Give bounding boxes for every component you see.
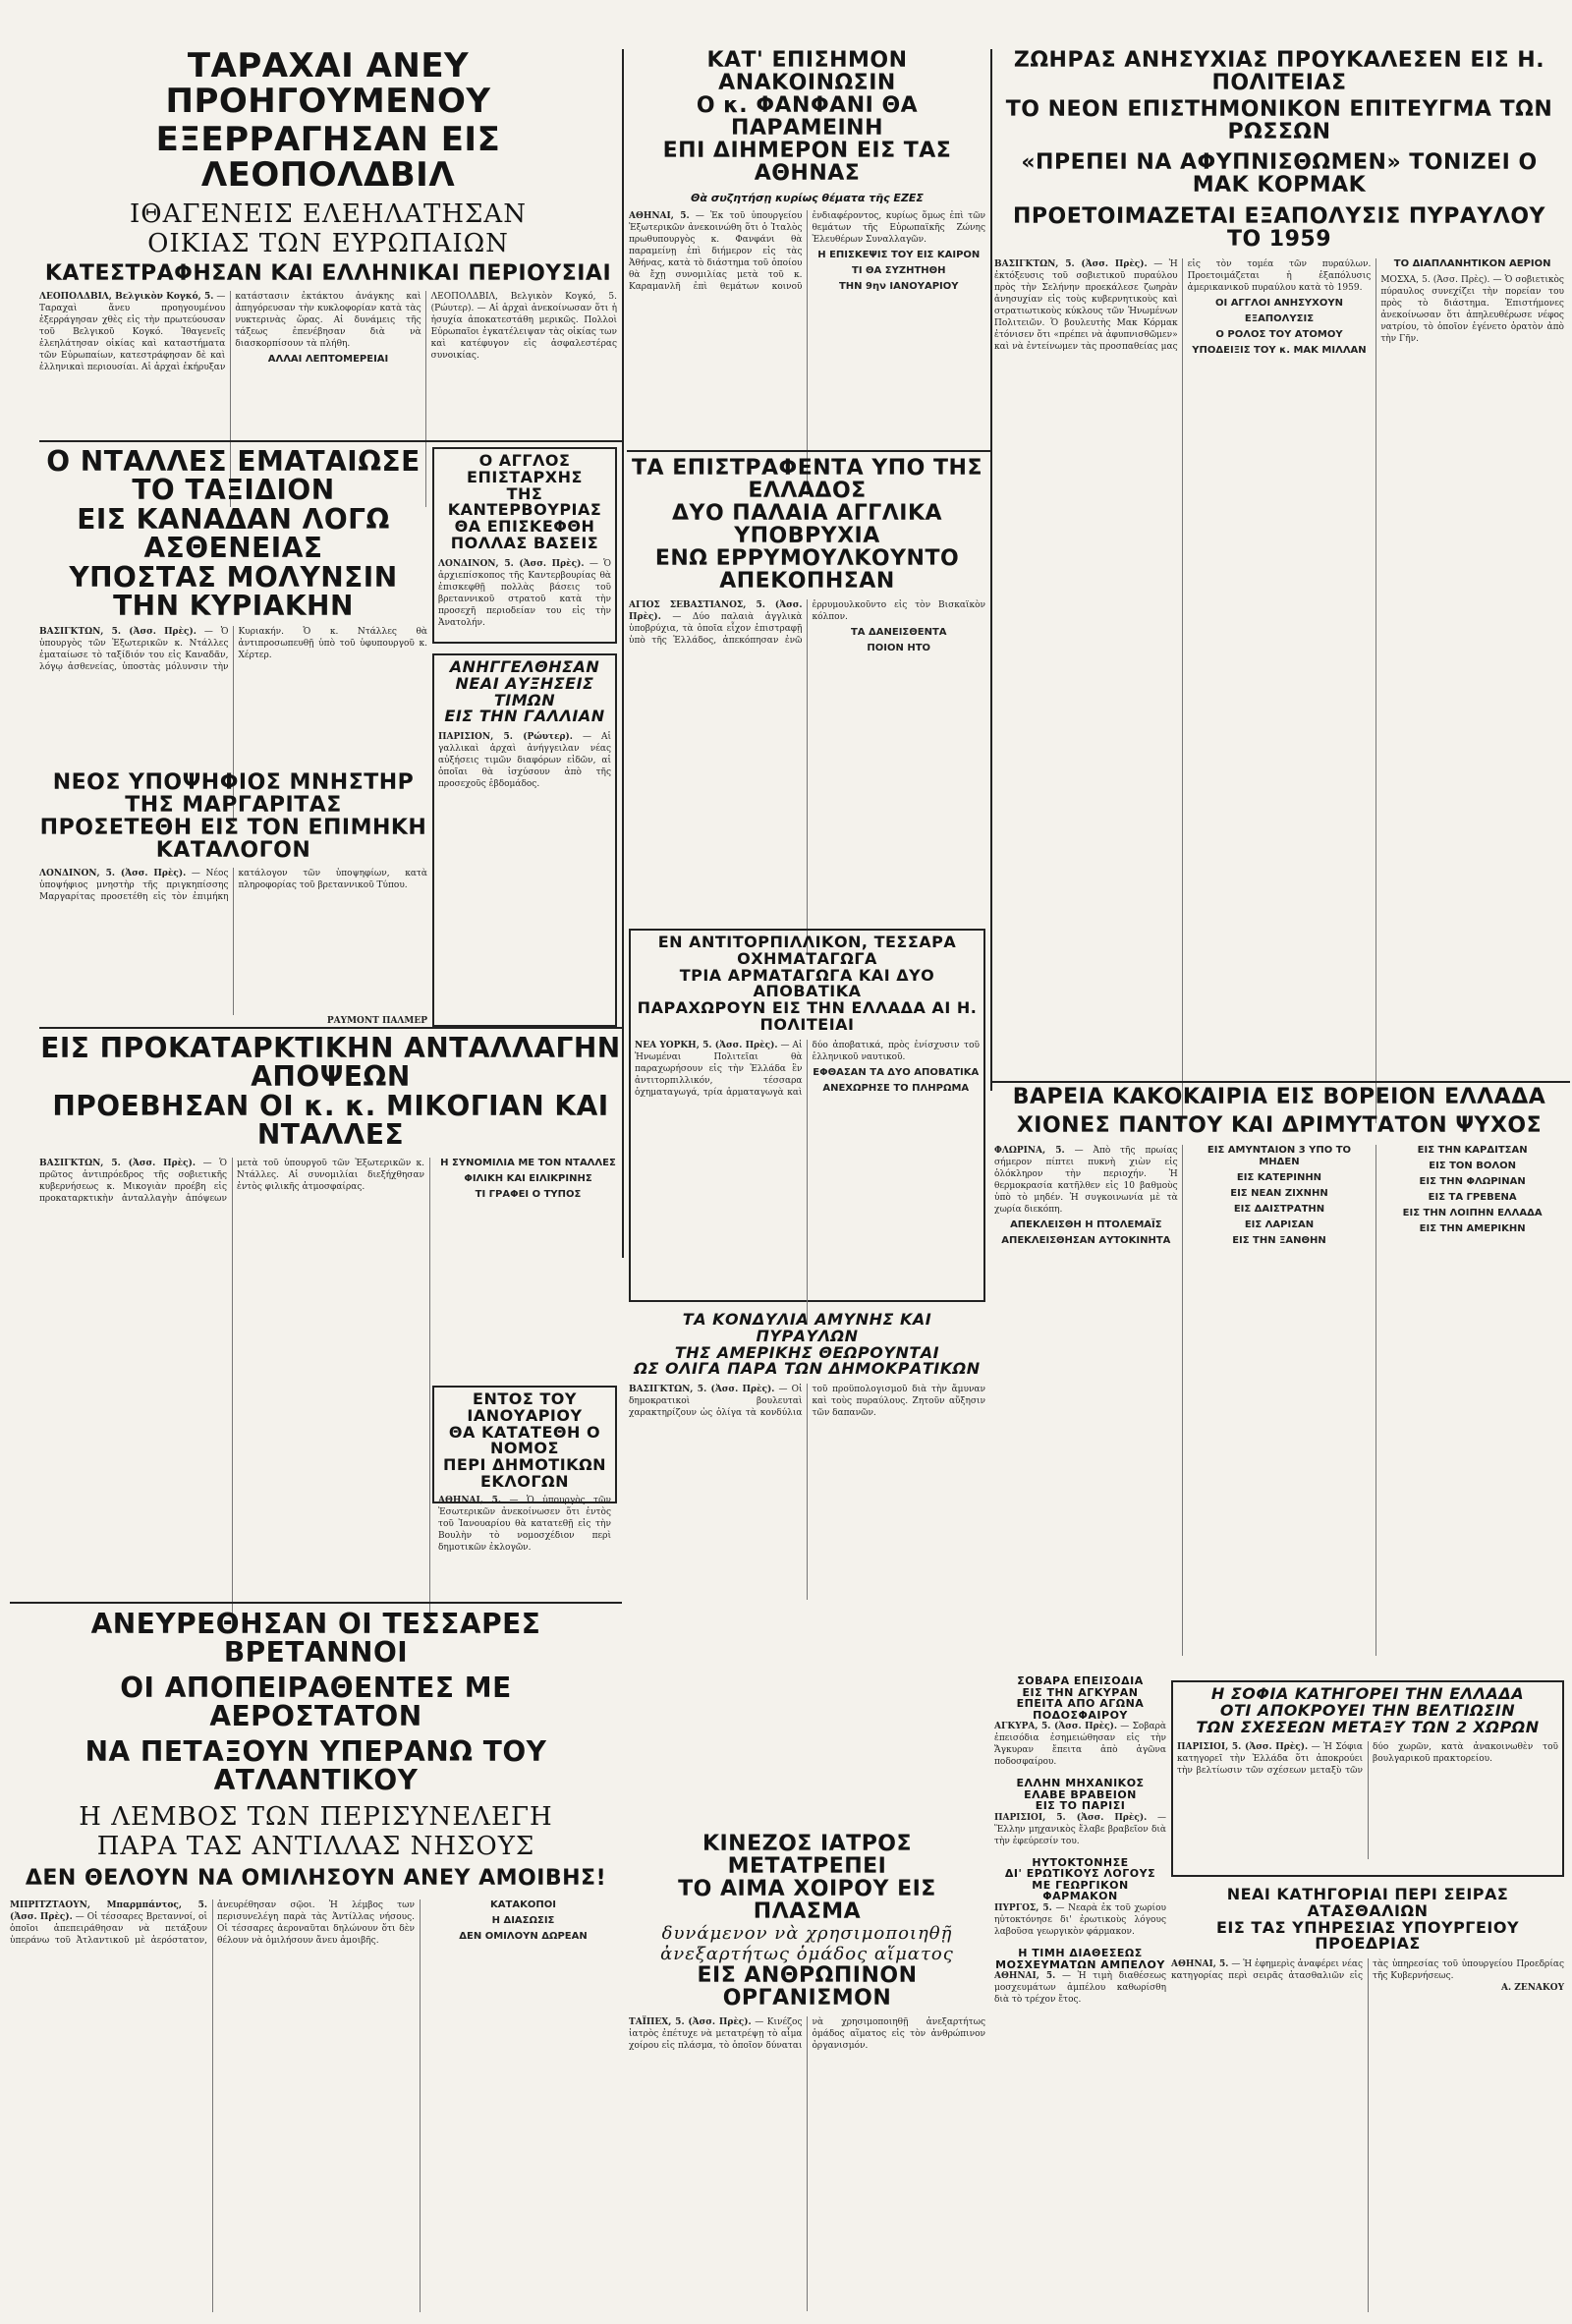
subheadline: ΚΑΤΕΣΤΡΑΦΗΣΑΝ ΚΑΙ ΕΛΛΗΝΙΚΑΙ ΠΕΡΙΟΥΣΙΑΙ	[44, 260, 612, 286]
dateline: ΜΠΡΙΤΖΤΑΟΥΝ, Μπαρμπάντος, 5. (Ἀσσ. Πρὲς).	[10, 1900, 207, 1923]
dateline: ΑΘΗΝΑΙ, 5.	[1171, 1959, 1229, 1970]
column-rule	[622, 49, 624, 1258]
article-gallia	[432, 653, 617, 1027]
subheadline: ΔΕΝ ΘΕΛΟΥΝ ΝΑ ΟΜΙΛΗΣΟΥΝ ΑΝΕΥ ΑΜΟΙΒΗΣ!	[25, 1866, 607, 1892]
body-text: — Ἡ Σόφια κατηγορεῖ τὴν Ἑλλάδα ὅτι ἀποκρούει τὴν βελτίωσιν τῶν σχέσεων μεταξὺ τῶν δύο χωρῶν, κατὰ ἀνακοινωθὲν τοῦ βουλγαρικοῦ πρακτορείου.	[1177, 1742, 1558, 1777]
article-fanfani	[629, 49, 985, 447]
section-heading: ΟΙ ΑΓΓΛΟΙ ΑΝΗΣΥΧΟΥΝ	[1214, 297, 1343, 309]
body-text: — Δύο παλαιὰ ἀγγλικὰ ὑποβρύχια, τὰ ὁποῖα εἶχον ἐπιστραφῇ ὑπὸ τῆς Ἑλλάδος, ἀπεκόπησαν ἐνῶ ἐρρυμουλκοῦντο εἰς τὸν Βισκαϊκὸν κόλπον.	[629, 599, 985, 646]
body-text: — Νεαρὰ ἐκ τοῦ χωρίου ηὐτοκτόνησε δι' ἐρωτικοὺς λόγους λαβοῦσα γεωργικὸν φάρμακον.	[994, 1903, 1166, 1938]
article-antitorpedo	[629, 929, 985, 1302]
body-text: — Ὁ πρῶτος ἀντιπρόεδρος τῆς σοβιετικῆς κυβερνήσεως κ. Μικογιὰν προέβη εἰς προκαταρκτικὴν ἀνταλλαγὴν ἀπόψεων μετὰ τοῦ ὑπουργοῦ τῶν Ἐξωτερικῶν κ. Ντάλλες. Αἱ συνομιλίαι διεξήχθησαν ἐντὸς φιλικῆς ἀτμοσφαίρας.	[39, 1158, 424, 1204]
section-heading: ΕΙΣ ΝΕΑΝ ΖΙΧΝΗΝ	[1230, 1188, 1328, 1200]
article-body	[10, 1899, 622, 2312]
dateline: ΒΑΣΙΓΚΤΩΝ, 5. (Ἀσσ. Πρὲς).	[994, 258, 1148, 269]
headline: ΠΑΡΑΧΩΡΟΥΝ ΕΙΣ ΤΗΝ ΕΛΛΑΔΑ ΑΙ Η. ΠΟΛΙΤΕΙΑΙ	[637, 998, 978, 1034]
section-heading: ΕΙΣ ΤΗΝ ΦΛΩΡΙΝΑΝ	[1419, 1176, 1526, 1188]
headline: ΕΛΑΒΕ ΒΡΑΒΕΙΟΝ	[1024, 1787, 1137, 1801]
headline: ΥΠΟΣΤΑΣ ΜΟΛΥΝΣΙΝ ΤΗΝ ΚΥΡΙΑΚΗΝ	[69, 560, 398, 622]
section-heading: ΑΝΕΧΩΡΗΣΕ ΤΟ ΠΛΗΡΩΜΑ	[822, 1082, 970, 1094]
headline: Η ΣΟΦΙΑ ΚΑΤΗΓΟΡΕΙ ΤΗΝ ΕΛΛΑΔΑ	[1210, 1684, 1525, 1703]
body-text: — Ἡ ἐκτόξευσις τοῦ σοβιετικοῦ πυραύλου πρὸς τὴν Σελήνην προεκάλεσε ζωηρὰν ἀνησυχίαν εἰς τοὺς κυβερνητικοὺς καὶ στρατιωτικοὺς κύκλους τῶν Ἡνωμένων Πολιτειῶν. Ὁ βουλευτὴς Μακ Κόρμακ ἐτόνισεν ὅτι «πρέπει νὰ ἀφυπνισθῶμεν» καὶ νὰ ἐντείνωμεν τὰς προσπαθείας μας εἰς τὸν τομέα τῶν πυραύλων. Προετοιμάζεται ἡ ἐξαπόλυσις ἀμερικανικοῦ πυραύλου κατὰ τὸ 1959.	[994, 258, 1372, 352]
headline: ΕΙΣ ΤΑΣ ΥΠΗΡΕΣΙΑΣ ΥΠΟΥΡΓΕΙΟΥ ΠΡΟΕΔΡΙΑΣ	[1215, 1917, 1520, 1954]
dateline: ΑΓΙΟΣ ΣΕΒΑΣΤΙΑΝΟΣ, 5. (Ἀσσ. Πρὲς).	[629, 599, 803, 622]
article-balloon	[10, 1610, 622, 2312]
section-heading: ΕΙΣ ΤΗΝ ΛΟΙΠΗΝ ΕΛΛΑΔΑ	[1402, 1208, 1543, 1219]
headline: ΝΕΑΙ ΚΑΤΗΓΟΡΙΑΙ ΠΕΡΙ ΣΕΙΡΑΣ ΑΤΑΣΘΑΛΙΩΝ	[1226, 1885, 1509, 1920]
body-text: — Οἱ τέσσαρες Βρεταννοί, οἱ ὁποῖοι ἀπεπειράθησαν νὰ πετάξουν ὑπεράνω τοῦ Ἀτλαντικοῦ μὲ ἀερόστατον, ἀνευρέθησαν σῷοι. Ἡ λέμβος των περισυνελέγη παρὰ τὰς Ἀντίλλας νήσους. Οἱ τέσσαρες ἀεροναῦται δηλώνουν ὅτι δὲν θέλουν νὰ ὁμιλήσουν ἄνευ ἀμοιβῆς.	[10, 1900, 415, 1947]
subheadline: δυνάμενον νὰ χρησιμοποιηθῇ	[661, 1923, 953, 1945]
article-body	[994, 258, 1564, 1123]
article-leopoldville	[39, 46, 617, 437]
dateline: ΑΘΗΝΑΙ, 5.	[629, 210, 690, 221]
article-body	[629, 210, 985, 495]
section-heading: ΕΦΘΑΣΑΝ ΤΑ ΔΥΟ ΑΠΟΒΑΤΙΚΑ	[813, 1066, 980, 1078]
headline: ΕΝΤΟΣ ΤΟΥ ΙΑΝΟΥΑΡΙΟΥ	[467, 1389, 583, 1425]
article-body	[994, 1902, 1166, 1938]
headline: ΠΡΟΣΕΤΕΘΗ ΕΙΣ ΤΟΝ ΕΠΙΜΗΚΗ ΚΑΤΑΛΟΓΟΝ	[39, 816, 427, 864]
body-text: — Αἱ γαλλικαὶ ἀρχαὶ ἀνήγγειλαν νέας αὐξήσεις τιμῶν διαφόρων εἰδῶν, αἱ ὁποῖαι θὰ ἰσχύσουν ἀπὸ τῆς προσεχοῦς ἑβδομάδος.	[438, 732, 611, 790]
headline: ΤΩΝ ΣΧΕΣΕΩΝ ΜΕΤΑΞΥ ΤΩΝ 2 ΧΩΡΩΝ	[1196, 1717, 1540, 1736]
headline: ΘΑ ΕΠΙΣΚΕΦΘΗ	[454, 517, 595, 537]
section-heading: ΤΗΝ 9ην ΙΑΝΟΥΑΡΙΟΥ	[838, 280, 959, 292]
section-heading: ΑΛΛΑΙ ΛΕΠΤΟΜΕΡΕΙΑΙ	[267, 353, 389, 365]
subheadline: ΠΑΡΑ ΤΑΣ ΑΝΤΙΛΛΑΣ ΝΗΣΟΥΣ	[96, 1832, 535, 1862]
article-princess	[39, 770, 427, 1027]
article-cold	[994, 1086, 1564, 1675]
section-heading: Ο ΡΟΛΟΣ ΤΟΥ ΑΤΟΜΟΥ	[1215, 328, 1343, 340]
section-heading: ΚΑΤΑΚΟΠΟΙ	[490, 1899, 556, 1911]
headline: ΘΑ ΚΑΤΑΤΕΘΗ Ο ΝΟΜΟΣ	[448, 1422, 601, 1458]
headline: ΠΡΟΕΒΗΣΑΝ ΟΙ κ. κ. ΜΙΚΟΓΙΑΝ ΚΑΙ ΝΤΑΛΛΕΣ	[52, 1089, 609, 1152]
dateline: ΛΟΝΔΙΝΟΝ, 5. (Ἀσσ. Πρὲς).	[438, 558, 585, 569]
section-heading: ΤΟ ΔΙΑΠΛΑΝΗΤΙΚΟΝ ΑΕΡΙΟΝ	[1393, 257, 1551, 269]
subheadline: ἀνεξαρτήτως ὁμάδος αἵματος	[660, 1944, 954, 1965]
article-body	[635, 1040, 980, 1325]
body-text: — Ὁ ὑπουργὸς τῶν Ἐξωτερικῶν κ. Ντάλλες ἐματαίωσε τὸ ταξίδιόν του εἰς Καναδᾶν, λόγῳ ἀσθενείας, ὑποστὰς μόλυνσιν τὴν Κυριακήν. Ὁ κ. Ντάλλες θὰ ἀντιπροσωπευθῇ ὑπὸ τοῦ ὑφυπουργοῦ κ. Χέρτερ.	[39, 627, 427, 673]
body-text: — Ἐκ τοῦ ὑπουργείου Ἐξωτερικῶν ἀνεκοινώθη ὅτι ὁ Ἰταλὸς πρωθυπουργὸς κ. Φανφάνι θὰ παραμείνῃ ἐπὶ διήμερον εἰς τὰς Ἀθήνας, κατὰ τὸ διάστημα τοῦ ὁποίου θὰ ἔχῃ συνομιλίας μετὰ τοῦ κ. Καραμανλῆ ἐπὶ θεμάτων κοινοῦ ἐνδιαφέροντος, κυρίως ὅμως ἐπὶ τῶν θεμάτων τῆς Εὐρωπαϊκῆς Ζώνης Ἐλευθέρων Συναλλαγῶν.	[629, 210, 985, 292]
article-body	[438, 1495, 611, 1554]
headline: ΜΕ ΓΕΩΡΓΙΚΟΝ ΦΑΡΜΑΚΟΝ	[1032, 1878, 1129, 1903]
headline: ΟΤΙ ΑΠΟΚΡΟΥΕΙ ΤΗΝ ΒΕΛΤΙΩΣΙΝ	[1219, 1700, 1516, 1720]
headline: Η ΤΙΜΗ ΔΙΑΘΕΣΕΩΣ	[1018, 1947, 1143, 1960]
headline: ΤΑ ΚΟΝΔΥΛΙΑ ΑΜΥΝΗΣ ΚΑΙ ΠΥΡΑΥΛΩΝ	[682, 1310, 932, 1345]
article-body	[438, 731, 611, 790]
headline: ΕΝ ΑΝΤΙΤΟΡΠΙΛΛΙΚΟΝ, ΤΕΣΣΑΡΑ ΟΧΗΜΑΤΑΓΩΓΑ	[657, 933, 957, 968]
section-heading: Η ΕΠΙΣΚΕΨΙΣ ΤΟΥ ΕΙΣ ΚΑΙΡΟΝ	[817, 249, 981, 260]
headline: ΝΕΑΙ ΑΥΞΗΣΕΙΣ ΤΙΜΩΝ	[455, 673, 594, 709]
section-heading: ΕΙΣ ΛΑΡΙΣΑΝ	[1244, 1219, 1315, 1231]
section-heading: ΤΙ ΓΡΑΦΕΙ Ο ΤΥΠΟΣ	[475, 1188, 582, 1200]
headline: ΖΩΗΡΑΣ ΑΝΗΣΥΧΙΑΣ ΠΡΟΥΚΑΛΕΣΕΝ ΕΙΣ Η. ΠΟΛΙΤΕΙΑΣ	[1013, 48, 1545, 96]
subheadline: ΟΙΚΙΑΣ ΤΩΝ ΕΥΡΩΠΑΙΩΝ	[147, 228, 509, 258]
headline: ΔΙ' ΕΡΩΤΙΚΟΥΣ ΛΟΓΟΥΣ	[1004, 1867, 1156, 1881]
headline: ΕΞΕΡΡΑΓΗΣΑΝ ΕΙΣ ΛΕΟΠΟΛΔΒΙΛ	[155, 120, 501, 196]
headline: ΕΝΩ ΕΡΡΥΜΟΥΛΚΟΥΝΤΟ ΑΠΕΚΟΠΗΣΑΝ	[654, 546, 960, 595]
column-rule	[990, 49, 992, 1091]
article-submarines	[629, 457, 985, 924]
headline: «ΠΡΕΠΕΙ ΝΑ ΑΦΥΠΝΙΣΘΩΜΕΝ» ΤΟΝΙΖΕΙ Ο ΜΑΚ ΚΟΡΜΑΚ	[1021, 150, 1538, 198]
headline: ΕΙΣ ΤΟ ΠΑΡΙΣΙ	[1035, 1799, 1126, 1813]
article-body	[994, 1812, 1166, 1847]
section-heading: Η ΔΙΑΣΩΣΙΣ	[491, 1915, 555, 1927]
section-heading: ΕΙΣ ΑΜΥΝΤΑΙΟΝ 3 ΥΠΟ ΤΟ ΜΗΔΕΝ	[1207, 1145, 1352, 1168]
dateline: ΠΑΡΙΣΙΟΙ, 5. (Ἀσσ. Πρὲς).	[1177, 1742, 1309, 1753]
article-body	[629, 1384, 985, 1600]
article-body	[39, 868, 427, 1015]
headline: ΠΡΟΕΤΟΙΜΑΖΕΤΑΙ ΕΞΑΠΟΛΥΣΙΣ ΠΥΡΑΥΛΟΥ ΤΟ 1959	[1013, 203, 1545, 252]
dateline: ΒΑΣΙΓΚΤΩΝ, 5. (Ἀσσ. Πρὲς).	[39, 627, 196, 638]
body-text: — Ἡ ἐφημερὶς ἀναφέρει νέας κατηγορίας περὶ σειρᾶς ἀτασθαλιῶν εἰς τὰς ὑπηρεσίας τοῦ ὑπουργείου Προεδρίας τῆς Κυβερνήσεως.	[1171, 1959, 1564, 1982]
article-elections	[432, 1386, 617, 1553]
rule	[627, 450, 990, 452]
headline: ΗΥΤΟΚΤΟΝΗΣΕ	[1032, 1855, 1129, 1869]
section-heading: ΤΙ ΘΑ ΣΥΖΗΤΗΘΗ	[852, 264, 946, 276]
dateline: ΠΑΡΙΣΙΟΙ, 5. (Ἀσσ. Πρὲς).	[994, 1812, 1148, 1823]
dateline: ΑΘΗΝΑΙ, 5.	[438, 1495, 502, 1505]
headline: ΤΗΣ ΑΜΕΡΙΚΗΣ ΘΕΩΡΟΥΝΤΑΙ	[674, 1342, 940, 1362]
dateline: ΑΓΚΥΡΑ, 5. (Ἀσσ. Πρὲς).	[994, 1722, 1118, 1732]
headline: ΒΑΡΕΙΑ ΚΑΚΟΚΑΙΡΙΑ ΕΙΣ ΒΟΡΕΙΟΝ ΕΛΛΑΔΑ	[1012, 1085, 1546, 1109]
headline: ΩΣ ΟΛΙΓΑ ΠΑΡΑ ΤΩΝ ΔΗΜΟΚΡΑΤΙΚΩΝ	[634, 1359, 981, 1379]
section-heading: ΕΙΣ ΤΗΝ ΑΜΕΡΙΚΗΝ	[1419, 1223, 1526, 1235]
byline: ΡΑΥΜΟΝΤ ΠΑΛΜΕΡ	[326, 1016, 427, 1027]
headline: ΑΝΕΥΡΕΘΗΣΑΝ ΟΙ ΤΕΣΣΑΡΕΣ ΒΡΕΤΑΝΝΟΙ	[90, 1608, 541, 1670]
section-heading: ΦΙΛΙΚΗ ΚΑΙ ΕΙΛΙΚΡΙΝΗΣ	[464, 1172, 592, 1184]
article-column-short-items	[994, 1675, 1166, 2314]
section-heading: ΠΟΙΟΝ ΗΤΟ	[867, 642, 931, 653]
headline: Ο ΑΓΓΛΟΣ ΕΠΙΣΤΑΡΧΗΣ	[467, 451, 583, 486]
section-heading: ΕΞΑΠΟΛΥΣΙΣ	[1244, 312, 1315, 324]
headline: ΑΝΗΓΓΕΛΘΗΣΑΝ	[449, 657, 600, 676]
section-heading: ΕΙΣ ΤΗΝ ΞΑΝΘΗΝ	[1232, 1235, 1326, 1247]
body-text: — Ὁ ὑπουργὸς τῶν Ἐσωτερικῶν ἀνεκοίνωσεν ὅτι ἐντὸς τοῦ Ἰανουαρίου θὰ κατατεθῇ εἰς τὴν Βουλὴν τὸ νομοσχέδιον περὶ δημοτικῶν ἐκλογῶν.	[438, 1495, 611, 1553]
rule	[39, 1027, 622, 1029]
headline: ΚΑΤ' ΕΠΙΣΗΜΟΝ ΑΝΑΚΟΙΝΩΣΙΝ	[706, 48, 908, 96]
body-text: — Αἱ Ἡνωμέναι Πολιτεῖαι θὰ παραχωρήσουν εἰς τὴν Ἑλλάδα ἓν ἀντιτορπιλλικόν, τέσσαρα ὀχηματαγωγά, τρία ἁρματαγωγὰ καὶ δύο ἀποβατικά, πρὸς ἐνίσχυσιν τοῦ ἑλληνικοῦ ναυτικοῦ.	[635, 1040, 980, 1098]
subheadline: Η ΛΕΜΒΟΣ ΤΩΝ ΠΕΡΙΣΥΝΕΛΕΓΗ	[79, 1802, 553, 1833]
headline: ΕΙΣ ΠΡΟΚΑΤΑΡΚΤΙΚΗΝ ΑΝΤΑΛΛΑΓΗΝ ΑΠΟΨΕΩΝ	[40, 1032, 621, 1094]
article-body	[438, 558, 611, 629]
section-heading: ΑΠΕΚΛΕΙΣΘΗ Η ΠΤΟΛΕΜΑΪΣ	[1010, 1219, 1162, 1231]
headline: ΝΕΟΣ ΥΠΟΨΗΦΙΟΣ ΜΝΗΣΤΗΡ ΤΗΣ ΜΑΡΓΑΡΙΤΑΣ	[52, 770, 415, 819]
headline: ΠΟΔΟΣΦΑΙΡΟΥ	[1033, 1708, 1128, 1722]
dateline: ΛΕΟΠΟΛΔΒΙΛ, Βελγικὸν Κογκό, 5.	[39, 291, 214, 302]
body-text: ΜΟΣΧΑ, 5. (Ἀσσ. Πρὲς). — Ὁ σοβιετικὸς πύραυλος συνεχίζει τὴν πορείαν του πρὸς τὸ διάστημα. Ἐπιστήμονες ἀνεκοίνωσαν ὅτι ἀπηλευθέρωσε νέφος νατρίου, τὸ ὁποῖον ἐγένετο ὁρατὸν ἀπὸ τὴν Γῆν.	[1380, 274, 1564, 344]
article-body	[994, 1970, 1166, 2006]
body-text: — Ταραχαὶ ἄνευ προηγουμένου ἐξερράγησαν χθὲς εἰς τὴν πρωτεύουσαν τοῦ Βελγικοῦ Κογκό. Ἰθαγενεῖς ἐλεηλάτησαν οἰκίας καὶ καταστήματα τῶν Εὐρωπαίων, κατεστράφησαν δὲ καὶ ἑλληνικαὶ περιουσίαι. Αἱ ἀρχαὶ ἐκήρυξαν κατάστασιν ἐκτάκτου ἀνάγκης καὶ ἀπηγόρευσαν τὴν κυκλοφορίαν κατὰ τὰς νυκτερινὰς ὥρας. Αἱ δυνάμεις τῆς τάξεως ἐπενέβησαν διὰ νὰ διασκορπίσουν τὰ πλήθη.	[39, 291, 421, 372]
headline: ΧΙΟΝΕΣ ΠΑΝΤΟΥ ΚΑΙ ΔΡΙΜΥΤΑΤΟΝ ΨΥΧΟΣ	[1016, 1113, 1543, 1139]
headline: Ο ΝΤΑΛΛΕΣ ΕΜΑΤΑΙΩΣΕ ΤΟ ΤΑΞΙΔΙΟΝ	[46, 445, 421, 507]
subheadline: Θὰ συζητήσῃ κυρίως θέματα τῆς ΕΖΕΣ	[691, 191, 924, 204]
body-text: — Ὁ ἀρχιεπίσκοπος τῆς Καντερβουρίας θὰ ἐπισκεφθῇ πολλὰς βάσεις τοῦ βρεταννικοῦ στρατοῦ κατὰ τὴν προσεχῆ περιοδείαν του εἰς τὴν Ἀνατολήν.	[438, 558, 611, 628]
body-text: — Ἡ τιμὴ διαθέσεως μοσχευμάτων ἀμπέλου καθωρίσθη διὰ τὸ τρέχον ἔτος.	[994, 1971, 1166, 2006]
headline: ΟΙ ΑΠΟΠΕΙΡΑΘΕΝΤΕΣ ΜΕ ΑΕΡΟΣΤΑΤΟΝ	[120, 1671, 512, 1733]
dateline: ΤΑΪΠΕΧ, 5. (Ἀσσ. Πρὲς).	[629, 2016, 752, 2027]
section-heading: ΕΙΣ ΚΑΤΕΡΙΝΗΝ	[1236, 1172, 1322, 1184]
headline: ΚΙΝΕΖΟΣ ΙΑΤΡΟΣ ΜΕΤΑΤΡΕΠΕΙ	[702, 1832, 913, 1880]
article-body	[1177, 1741, 1558, 1859]
body-text: — Ἀπὸ τῆς πρωίας σήμερον πίπτει πυκνὴ χιὼν εἰς ὁλόκληρον τὴν περιοχήν. Ἡ θερμοκρασία κατῆλθεν εἰς 10 βαθμοὺς ὑπὸ τὸ μηδέν. Ἡ συγκοινωνία μὲ τὰ χωρία διεκόπη.	[994, 1146, 1178, 1216]
dateline: ΠΥΡΓΟΣ, 5.	[994, 1903, 1052, 1914]
article-body	[629, 2016, 985, 2311]
headline: ΠΕΡΙ ΔΗΜΟΤΙΚΩΝ ΕΚΛΟΓΩΝ	[442, 1455, 607, 1491]
section-heading: ΕΙΣ ΤΗΝ ΚΑΡΔΙΤΣΑΝ	[1417, 1145, 1528, 1157]
subheadline: ΙΘΑΓΕΝΕΙΣ ΕΛΕΗΛΑΤΗΣΑΝ	[130, 198, 527, 229]
body-text: — Σοβαρὰ ἐπεισόδια ἐσημειώθησαν εἰς τὴν Ἄγκυραν ἔπειτα ἀπὸ ἀγῶνα ποδοσφαίρου.	[994, 1722, 1166, 1768]
headline: ΕΠΙ ΔΙΗΜΕΡΟΝ ΕΙΣ ΤΑΣ ΑΘΗΝΑΣ	[662, 139, 952, 187]
headline: ΤΗΣ ΚΑΝΤΕΡΒΟΥΡΙΑΣ	[447, 483, 602, 520]
article-body	[629, 599, 985, 953]
byline: Α. ΖΕΝΑΚΟΥ	[1501, 1983, 1564, 1994]
body-text: — Ἕλλην μηχανικὸς ἔλαβε βραβεῖον διὰ τὴν ἐφεύρεσίν του.	[994, 1812, 1166, 1846]
headline: ΔΥΟ ΠΑΛΑΙΑ ΑΓΓΛΙΚΑ ΥΠΟΒΡΥΧΙΑ	[671, 501, 943, 549]
rule	[10, 1602, 622, 1604]
headline: ΕΙΣ ΚΑΝΑΔΑΝ ΛΟΓΩ ΑΣΘΕΝΕΙΑΣ	[77, 502, 390, 565]
body-text: ΛΕΟΠΟΛΔΒΙΛ, Βελγικὸν Κογκό, 5. (Ρώυτερ). — Αἱ ἀρχαὶ ἀνεκοίνωσαν ὅτι ἡ ἡσυχία ἀποκατεστάθη μερικῶς. Πολλοὶ Εὐρωπαῖοι ἐγκατέλειψαν τὰς οἰκίας των καὶ κατέφυγον εἰς ἀσφαλεστέρας συνοικίας.	[430, 291, 617, 361]
headline: ΕΛΛΗΝ ΜΗΧΑΝΙΚΟΣ	[1016, 1777, 1145, 1790]
article-body	[994, 1721, 1166, 1768]
headline: ΝΑ ΠΕΤΑΞΟΥΝ ΥΠΕΡΑΝΩ ΤΟΥ ΑΤΛΑΝΤΙΚΟΥ	[84, 1734, 547, 1796]
headline: ΜΟΣΧΕΥΜΑΤΩΝ ΑΜΠΕΛΟΥ	[995, 1957, 1165, 1971]
headline: ΕΠΕΙΤΑ ΑΠΟ ΑΓΩΝΑ	[1016, 1697, 1145, 1711]
section-heading: ΑΠΕΚΛΕΙΣΘΗΣΑΝ ΑΥΤΟΚΙΝΗΤΑ	[1001, 1235, 1171, 1247]
dateline: ΛΟΝΔΙΝΟΝ, 5. (Ἀσσ. Πρὲς).	[39, 869, 187, 879]
article-sofia	[1171, 1680, 1564, 1877]
headline: ΤΡΙΑ ΑΡΜΑΤΑΓΩΓΑ ΚΑΙ ΔΥΟ ΑΠΟΒΑΤΙΚΑ	[679, 965, 935, 1001]
headline: ΤΑ ΕΠΙΣΤΡΑΦΕΝΤΑ ΥΠΟ ΤΗΣ ΕΛΛΑΔΟΣ	[632, 456, 982, 504]
article-security	[1171, 1887, 1564, 2314]
section-heading: Η ΣΥΝΟΜΙΛΙΑ ΜΕ ΤΟΝ ΝΤΑΛΛΕΣ	[440, 1157, 616, 1168]
headline: Ο κ. ΦΑΝΦΑΝΙ ΘΑ ΠΑΡΑΜΕΙΝΗ	[696, 93, 919, 142]
article-soviet	[994, 49, 1564, 1081]
rule	[39, 440, 622, 442]
dateline: ΦΛΩΡΙΝΑ, 5.	[994, 1146, 1065, 1157]
headline: ΣΟΒΑΡΑ ΕΠΕΙΣΟΔΙΑ	[1017, 1674, 1144, 1687]
headline: ΤΟ ΑΙΜΑ ΧΟΙΡΟΥ ΕΙΣ ΠΛΑΣΜΑ	[678, 1877, 936, 1925]
article-dulles	[39, 447, 427, 762]
dateline: ΑΘΗΝΑΙ, 5.	[994, 1971, 1056, 1982]
article-body	[1171, 1958, 1564, 2312]
dateline: ΠΑΡΙΣΙΟΝ, 5. (Ρώυτερ).	[438, 732, 573, 743]
section-heading: ΕΙΣ ΔΑΙΣΤΡΑΤΗΝ	[1233, 1204, 1325, 1216]
section-heading: ΕΙΣ ΤΑ ΓΡΕΒΕΝΑ	[1428, 1192, 1517, 1204]
article-body	[994, 1145, 1564, 1656]
article-rockets	[629, 1312, 985, 1612]
dateline: ΒΑΣΙΓΚΤΩΝ, 5. (Ἀσσ. Πρὲς).	[39, 1158, 196, 1168]
body-text: — Οἱ δημοκρατικοὶ βουλευταὶ χαρακτηρίζουν ὡς ὀλίγα τὰ κονδύλια τοῦ προϋπολογισμοῦ διὰ τὴν ἄμυναν καὶ τοὺς πυραύλους. Ζητοῦν αὔξησιν τῶν δαπανῶν.	[629, 1385, 985, 1419]
headline: ΠΟΛΛΑΣ ΒΑΣΕΙΣ	[450, 533, 599, 552]
rule	[990, 1081, 1570, 1083]
body-text: — Κινέζος ἰατρὸς ἐπέτυχε νὰ μετατρέψῃ τὸ αἷμα χοίρου εἰς πλάσμα, τὸ ὁποῖον δύναται νὰ χρησιμοποιηθῇ ἀνεξαρτήτως ὁμάδος αἵματος εἰς τὸν ἀνθρώπινον ὀργανισμόν.	[629, 2016, 985, 2051]
dateline: ΒΑΣΙΓΚΤΩΝ, 5. (Ἀσσ. Πρὲς).	[629, 1385, 775, 1395]
section-heading: ΔΕΝ ΟΜΙΛΟΥΝ ΔΩΡΕΑΝ	[459, 1931, 588, 1943]
dateline: ΝΕΑ ΥΟΡΚΗ, 5. (Ἀσσ. Πρὲς).	[635, 1040, 778, 1050]
headline: ΤΟ ΝΕΟΝ ΕΠΙΣΤΗΜΟΝΙΚΟΝ ΕΠΙΤΕΥΓΜΑ ΤΩΝ ΡΩΣΣΩΝ	[1005, 97, 1553, 145]
headline: ΕΙΣ ΑΝΘΡΩΠΙΝΟΝ ΟΡΓΑΝΙΣΜΟΝ	[697, 1963, 918, 2012]
headline: ΕΙΣ ΤΗΝ ΑΓΚΥΡΑΝ	[1022, 1685, 1139, 1699]
headline: ΤΑΡΑΧΑΙ ΑΝΕΥ ΠΡΟΗΓΟΥΜΕΝΟΥ	[165, 46, 491, 121]
headline: ΕΙΣ ΤΗΝ ΓΑΛΛΙΑΝ	[444, 707, 605, 726]
section-heading: ΤΑ ΔΑΝΕΙΣΘΕΝΤΑ	[850, 626, 947, 638]
body-text: — Νέος ὑποψήφιος μνηστὴρ τῆς πριγκηπίσσης Μαργαρίτας προσετέθη εἰς τὸν ἐπιμήκη κατάλογον τῶν ὑποψηφίων, κατὰ πληροφορίας τοῦ βρεταννικοῦ Τύπου.	[39, 869, 427, 903]
section-heading: ΕΙΣ ΤΟΝ ΒΟΛΟΝ	[1429, 1161, 1517, 1172]
section-heading: ΥΠΟΔΕΙΞΙΣ ΤΟΥ κ. ΜΑΚ ΜΙΛΛΑΝ	[1192, 344, 1367, 356]
article-plasma	[629, 1833, 985, 2314]
article-archbishop	[432, 447, 617, 644]
